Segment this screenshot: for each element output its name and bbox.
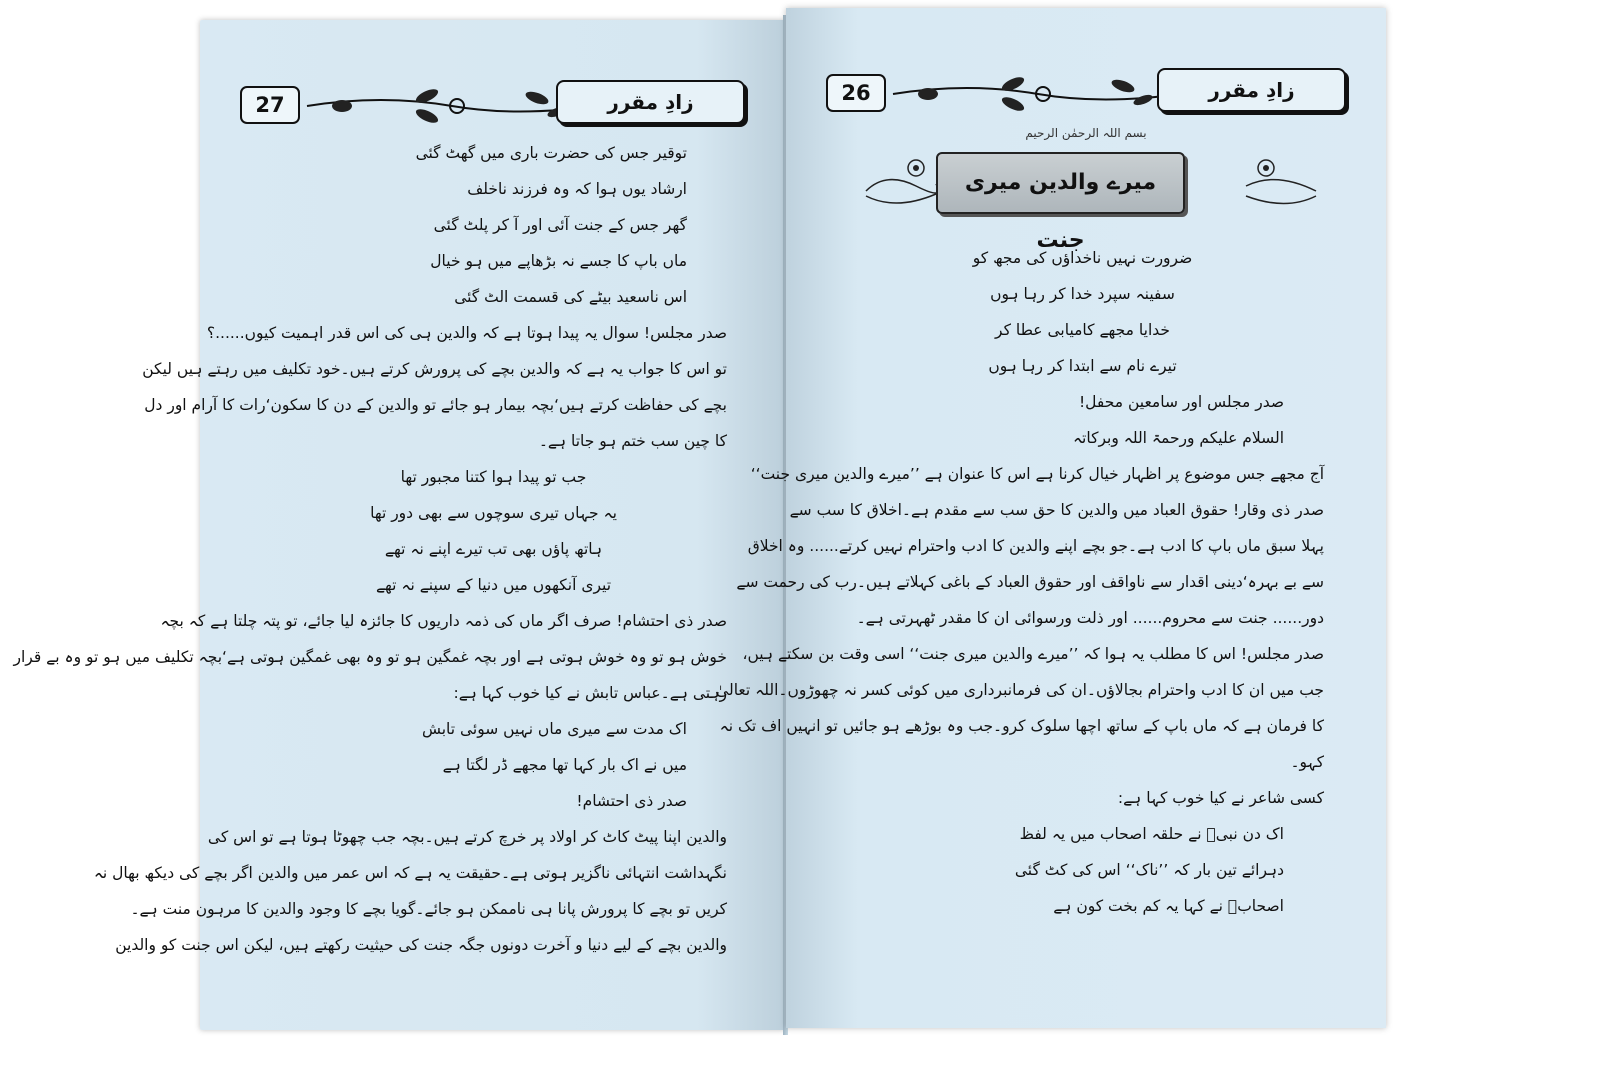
- prose-line: صدر ذی وقار! حقوق العباد میں والدین کا حق سب سے مقدم ہے۔اخلاق کا سب سے: [789, 501, 1324, 519]
- chapter-title: میرے والدین میری جنت: [936, 152, 1185, 214]
- prose-line: کا چین سب ختم ہو جاتا ہے۔: [538, 432, 727, 450]
- prose-line: خوش ہو تو وہ خوش ہوتی ہے اور بچہ غمگین ہو تو وہ بھی غمگین ہوتی ہے‘بچہ تکلیف میں ہو تو وہ بے قرار: [13, 648, 727, 666]
- prose-line: والدین بچے کے لیے دنیا و آخرت دونوں جگہ جنت کی حیثیت رکھتے ہیں، لیکن اس جنت کو والدین: [115, 936, 727, 954]
- verse-line: اک دن نبیؐ نے حلقہ اصحاب میں یہ لفظ: [1019, 825, 1284, 843]
- prose-line: سے بے بہرہ‘دینی اقدار سے ناواقف اور حقوق العباد کے باغی کہلاتے ہیں۔رب کی رحمت سے: [736, 573, 1324, 591]
- running-title: زادِ مقرر: [556, 80, 745, 124]
- verse-line: یہ جہاں تیری سوچوں سے بھی دور تھا: [370, 504, 617, 522]
- verse-line: گھر جس کے جنت آئی اور آ کر پلٹ گئی: [433, 216, 687, 234]
- page-number: 26: [826, 74, 886, 112]
- chapter-heading: [856, 146, 1326, 253]
- prose-line: بچے کی حفاظت کرتے ہیں‘بچہ بیمار ہو جائے تو والدین کے دن کا سکون‘رات کا آرام اور دل: [144, 396, 727, 414]
- verse-line: اک مدت سے میری ماں نہیں سوئی تابش: [421, 720, 687, 738]
- verse-line: خدایا مجھے کامیابی عطا کر: [995, 321, 1170, 339]
- verse-line: صدر مجلس اور سامعین محفل!: [1078, 393, 1284, 411]
- left-page-text: [13, 135, 727, 963]
- prose-line: رہتی ہے۔عباس تابش نے کیا خوب کہا ہے:: [453, 684, 727, 702]
- prose-line: پہلا سبق ماں باپ کا ادب ہے۔جو بچے اپنے والدین کا ادب واحترام نہیں کرتے...... وہ اخلاق: [747, 537, 1324, 555]
- prose-line: تو اس کا جواب یہ ہے کہ والدین بچے کی پرورش کرتے ہیں۔خود تکلیف میں رہتے ہیں لیکن: [142, 360, 727, 378]
- prose-line: آج مجھے جس موضوع پر اظہار خیال کرنا ہے اس کا عنوان ہے ’’میرے والدین میری جنت‘‘: [750, 465, 1324, 483]
- prose-line: کہو۔: [1290, 753, 1324, 771]
- floral-ornament-icon: [888, 72, 1198, 112]
- verse-line: تیری آنکھوں میں دنیا کے سپنے نہ تھے: [375, 576, 612, 594]
- verse-line: ہاتھ پاؤں بھی تب تیرے اپنے نہ تھے: [384, 540, 603, 558]
- verse-line: ماں باپ کا جسے نہ بڑھاپے میں ہو خیال: [430, 252, 687, 270]
- left-page: [13, 20, 785, 1030]
- prose-line: دور...... جنت سے محروم...... اور ذلت ورسوائی ان کا مقدر ٹھہرتی ہے۔: [856, 609, 1324, 627]
- verse-line: اس ناسعید بیٹے کی قسمت الٹ گئی: [454, 288, 687, 306]
- verse-line: ضرورت نہیں ناخداؤں کی مجھ کو: [972, 249, 1193, 267]
- prose-line: جب میں ان کا ادب واحترام بجالاؤں۔ان کی فرمانبرداری میں کوئی کسر نہ چھوڑوں۔اللہ تعالیٰ: [716, 681, 1324, 699]
- verse-line: تیرے نام سے ابتدا کر رہا ہوں: [988, 357, 1177, 375]
- verse-line: توقیر جس کی حضرت باری میں گھٹ گئی: [415, 144, 687, 162]
- right-page: [716, 8, 1386, 1028]
- prose-line: کریں تو بچے کا پرورش پانا ہی ناممکن ہو جائے۔گویا بچے کا وجود والدین کا مرہون منت ہے۔: [130, 900, 727, 918]
- verse-line: سفینہ سپرد خدا کر رہا ہوں: [990, 285, 1175, 303]
- right-page-text: [716, 240, 1324, 924]
- prose-line: کا فرمان ہے کہ ماں باپ کے ساتھ اچھا سلوک کرو۔جب وہ بوڑھے ہو جائیں تو انہیں اف تک نہ: [719, 717, 1324, 735]
- prose-line: نگہداشت انتہائی ناگزیر ہوتی ہے۔حقیقت یہ ہے کہ اس عمر میں والدین اگر بچے کی دیکھ بھال نہ: [93, 864, 727, 882]
- verse-line: اصحابؓ نے کہا یہ کم بخت کون ہے: [1053, 897, 1284, 915]
- prose-line: والدین اپنا پیٹ کاٹ کر اولاد پر خرچ کرتے ہیں۔بچہ جب چھوٹا ہوتا ہے تو اس کی: [207, 828, 727, 846]
- verse-line: جب تو پیدا ہوا کتنا مجبور تھا: [400, 468, 587, 486]
- verse-line: السلام علیکم ورحمۃ اللہ وبرکاتہ: [1072, 429, 1284, 447]
- bismillah: بسم اللہ الرحمٰن الرحیم: [1025, 126, 1147, 140]
- verse-line: صدر ذی احتشام!: [576, 792, 687, 810]
- page-number: 27: [240, 86, 300, 124]
- open-book: [13, 0, 1425, 1088]
- prose-line: کسی شاعر نے کیا خوب کہا ہے:: [1117, 789, 1324, 807]
- verse-line: دہرائے تین بار کہ ’’ناک‘‘ اس کی کٹ گئی: [1014, 861, 1284, 879]
- verse-line: ارشاد یوں ہوا کہ وہ فرزند ناخلف: [467, 180, 687, 198]
- right-page-header: [826, 68, 1346, 116]
- verse-line: میں نے اک بار کہا تھا مجھے ڈر لگتا ہے: [442, 756, 687, 774]
- left-page-header: [240, 80, 745, 128]
- prose-line: صدر مجلس! سوال یہ پیدا ہوتا ہے کہ والدین ہی کی اس قدر اہمیت کیوں......؟: [206, 324, 727, 342]
- prose-line: صدر مجلس! اس کا مطلب یہ ہوا کہ ’’میرے والدین میری جنت‘‘ اسی وقت بن سکتے ہیں،: [742, 645, 1324, 663]
- prose-line: صدر ذی احتشام! صرف اگر ماں کی ذمہ داریوں کا جائزہ لیا جائے، تو پتہ چلتا ہے کہ بچہ: [160, 612, 727, 630]
- running-title: زادِ مقرر: [1157, 68, 1346, 112]
